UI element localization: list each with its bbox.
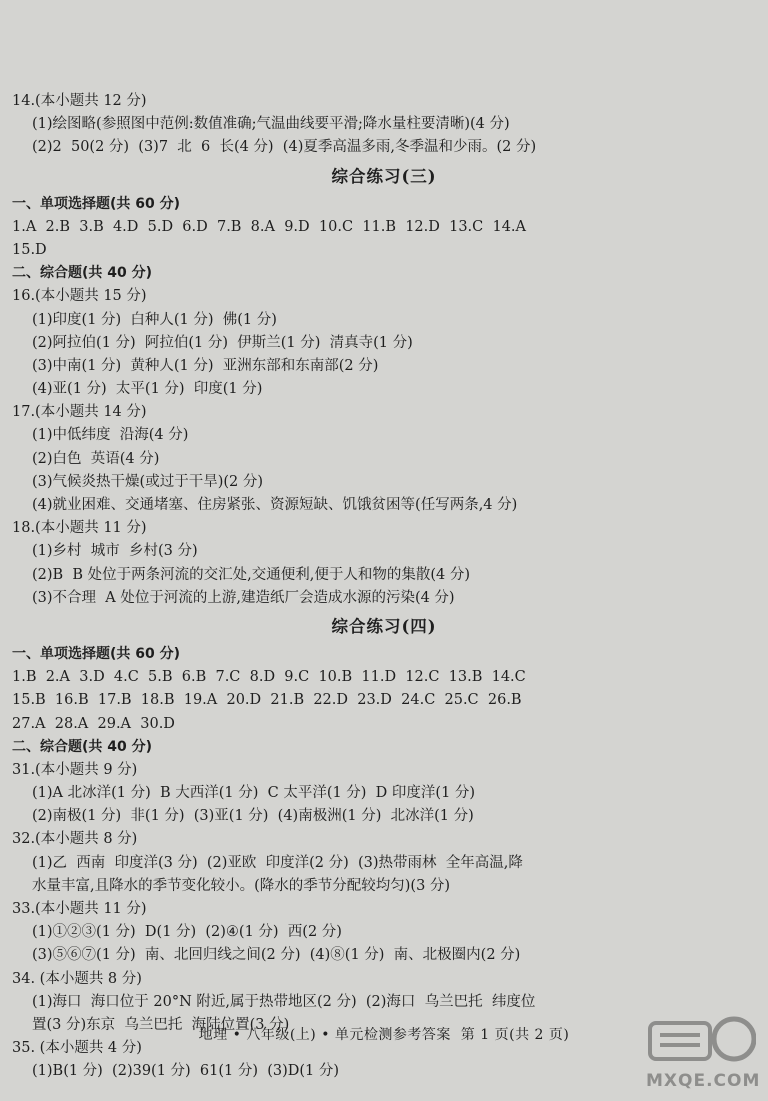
answer-line: 18.(本小题共 11 分) [12, 520, 147, 537]
answer-line: (1)中低纬度 沿海(4 分) [32, 427, 189, 444]
answer-line: 31.(本小题共 9 分) [12, 761, 138, 778]
section-title: 综合练习(四) [331, 616, 437, 636]
answer-line: (4)亚(1 分) 太平(1 分) 印度(1 分) [32, 381, 263, 398]
answer-line: (2)南极(1 分) 非(1 分) (3)亚(1 分) (4)南极洲(1 分) 北冰洋(1 分) [32, 808, 474, 825]
answer-line: 置(3 分)东京 乌兰巴托 海陆位置(3 分) [32, 1016, 290, 1033]
answer-line: (2)B B 处位于两条河流的交汇处,交通便利,便于人和物的集散(4 分) [32, 566, 471, 583]
answer-line: 17.(本小题共 14 分) [12, 404, 147, 421]
answer-line: (3)中南(1 分) 黄种人(1 分) 亚洲东部和东南部(2 分) [32, 357, 379, 374]
answer-line: (1)B(1 分) (2)39(1 分) 61(1 分) (3)D(1 分) [32, 1063, 340, 1080]
answer-line: (4)就业困难、交通堵塞、住房紧张、资源短缺、饥饿贫困等(任写两条,4 分) [32, 497, 518, 513]
section-heading: 一、单项选择题(共 60 分) [12, 195, 181, 212]
answer-line: 15.D [12, 241, 47, 258]
answer-line: 1.B 2.A 3.D 4.C 5.B 6.B 7.C 8.D 9.C 10.B 11.D 12.C 13.B 14.C [12, 669, 526, 686]
section-heading: 一、单项选择题(共 60 分) [12, 645, 181, 662]
answer-content [12, 90, 756, 1084]
answer-line: (2)白色 英语(4 分) [32, 450, 160, 467]
page-footer: 地理 • 八年级(上) • 单元检测参考答案 第 1 页(共 2 页) [198, 1027, 570, 1043]
answer-line: (1)印度(1 分) 白种人(1 分) 佛(1 分) [32, 311, 277, 328]
watermark-logo-icon [646, 1011, 756, 1069]
answer-line: 32.(本小题共 8 分) [12, 831, 138, 848]
answer-line: 14.(本小题共 12 分) [12, 93, 147, 109]
answer-line: (1)A 北冰洋(1 分) B 大西洋(1 分) C 太平洋(1 分) D 印度洋(1 分) [32, 785, 476, 802]
answer-line: 33.(本小题共 11 分) [12, 901, 147, 917]
answer-line: 15.B 16.B 17.B 18.B 19.A 20.D 21.B 22.D 23.D 24.C 25.C 26.B [12, 692, 522, 709]
answer-line: (3)气候炎热干燥(或过于干旱)(2 分) [32, 473, 264, 490]
answer-line: (1)海口 海口位于 20°N 附近,属于热带地区(2 分) (2)海口 乌兰巴托 纬度位 [32, 993, 536, 1010]
answer-line: (1)乙 西南 印度洋(3 分) (2)亚欧 印度洋(2 分) (3)热带雨林 全年高温,降 [32, 854, 523, 871]
answer-line: 27.A 28.A 29.A 30.D [12, 715, 175, 732]
answer-line: 16.(本小题共 15 分) [12, 288, 147, 305]
answer-line: (3)不合理 A 处位于河流的上游,建造纸厂会造成水源的污染(4 分) [32, 589, 455, 606]
section-heading: 二、综合题(共 40 分) [12, 738, 153, 755]
answer-line: 1.A 2.B 3.B 4.D 5.D 6.D 7.B 8.A 9.D 10.C 11.B 12.D 13.C 14.A [12, 218, 526, 235]
answer-line: (2)2 50(2 分) (3)7 北 6 长(4 分) (4)夏季高温多雨,冬季温和少雨。(2 分) [32, 139, 537, 156]
answer-line: (3)⑤⑥⑦(1 分) 南、北回归线之间(2 分) (4)⑧(1 分) 南、北极圈内(2 分) [32, 947, 521, 964]
section-heading: 二、综合题(共 40 分) [12, 265, 153, 282]
watermark-logo [646, 1011, 761, 1091]
watermark-text: MXQE.COM [646, 1071, 761, 1091]
answer-line: (2)阿拉伯(1 分) 阿拉伯(1 分) 伊斯兰(1 分) 清真寺(1 分) [32, 334, 413, 351]
answer-line: 34. (本小题共 8 分) [12, 970, 142, 987]
answer-line: 35. (本小题共 4 分) [12, 1040, 142, 1057]
answer-line: (1)绘图略(参照图中范例:数值准确;气温曲线要平滑;降水量柱要清晰)(4 分) [32, 116, 510, 133]
answer-line: (1)乡村 城市 乡村(3 分) [32, 543, 198, 560]
answer-line: 水量丰富,且降水的季节变化较小。(降水的季节分配较均匀)(3 分) [32, 877, 451, 894]
section-title: 综合练习(三) [331, 166, 437, 186]
answer-line: (1)①②③(1 分) D(1 分) (2)④(1 分) 西(2 分) [32, 924, 342, 941]
